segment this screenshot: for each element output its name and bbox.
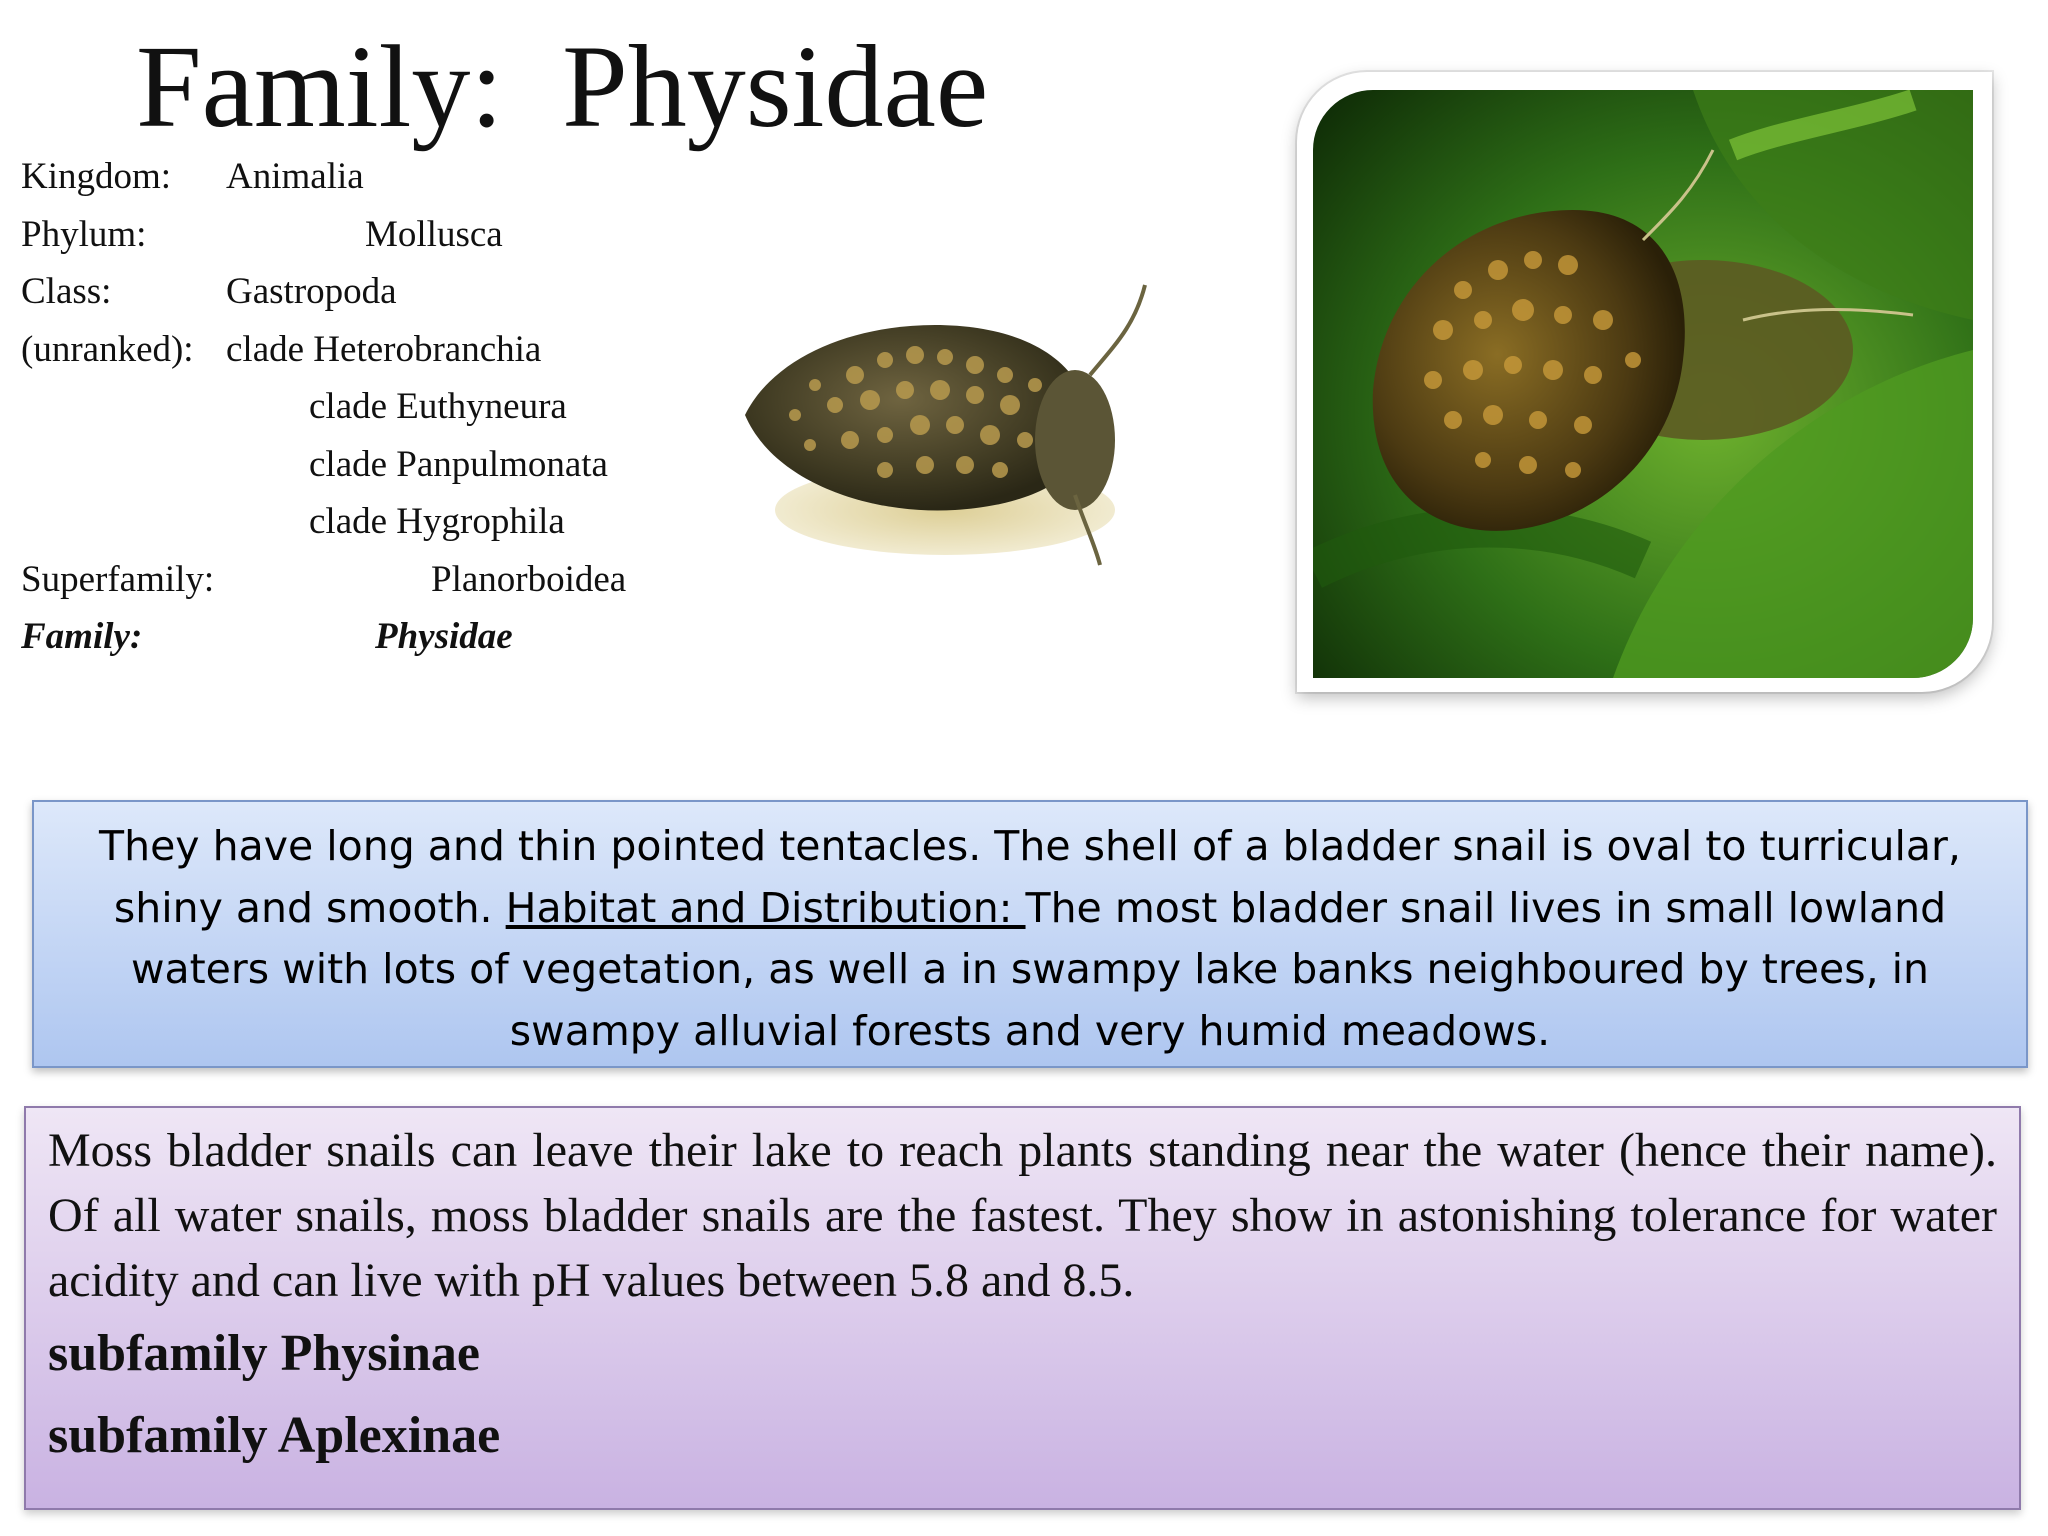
description-text: They have long and thin pointed tentacles. The shell of a bladder snail is oval to turricular, shiny and smooth.	[99, 822, 1961, 932]
page-title: Family: Physidae	[136, 21, 989, 152]
taxonomy-value: clade Euthyneura	[309, 386, 567, 427]
taxonomy-label: Superfamily:	[21, 558, 215, 600]
taxonomy-label: Phylum:	[21, 213, 147, 255]
snail-photo	[1313, 90, 1973, 678]
taxonomy-value: Planorboidea	[431, 558, 627, 600]
taxonomy-label: Family:	[21, 616, 143, 657]
notes-box	[24, 1106, 2021, 1510]
taxonomy-value: clade Heterobranchia	[226, 328, 542, 370]
habitat-heading: Habitat and Distribution:	[505, 883, 1026, 932]
description-box	[32, 800, 2028, 1068]
taxonomy-label: (unranked):	[21, 328, 194, 370]
taxonomy-value: Gastropoda	[226, 271, 397, 312]
taxonomy-value: clade Hygrophila	[309, 501, 565, 542]
taxonomy-label: Kingdom:	[21, 156, 172, 197]
subfamily-item: subfamily Aplexinae	[48, 1407, 501, 1464]
taxonomy-value: Mollusca	[365, 213, 503, 255]
habitat-text: The most bladder snail lives in small lowland waters with lots of vegetation, as well a in swampy lake banks neighboured by trees, in swampy alluvial forests and very humid meadows.	[130, 883, 1947, 1055]
notes-paragraph: Moss bladder snails can leave their lake to reach plants standing near the water (hence their name). Of all water snails, moss bladder snails are the fastest. They show in astonishing tolerance for water acidity and can live with pH values between 5.8 and 8.5.	[48, 1124, 1997, 1307]
taxonomy-label: Class:	[21, 271, 112, 312]
taxonomy-value: clade Panpulmonata	[309, 443, 608, 485]
subfamily-item: subfamily Physinae	[48, 1325, 480, 1382]
taxonomy-value: Physidae	[375, 616, 513, 657]
taxonomy-value: Animalia	[226, 156, 364, 197]
snail-image	[735, 265, 1175, 585]
